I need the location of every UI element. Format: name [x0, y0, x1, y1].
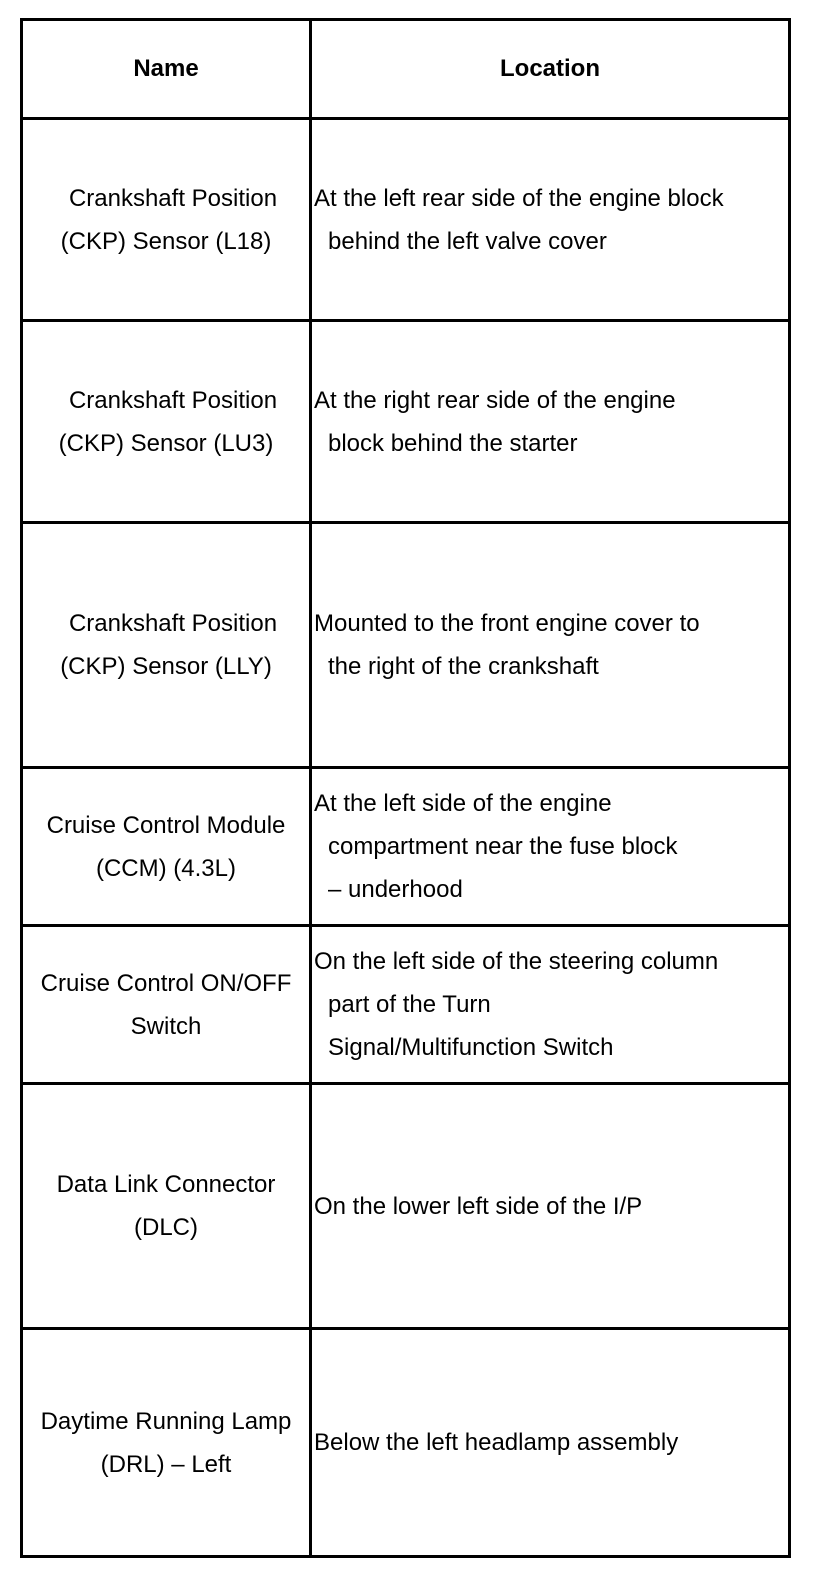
name-line: Crankshaft Position [68, 386, 278, 414]
location-line: On the lower left side of the I/P [314, 1192, 643, 1220]
location-line: compartment near the fuse block [328, 833, 678, 860]
name-line: (CKP) Sensor (LU3) [58, 429, 274, 457]
table-row [22, 523, 790, 768]
location-line: At the right rear side of the engine [314, 386, 676, 414]
location-line: At the left side of the engine [314, 790, 612, 817]
location-line: part of the Turn [328, 991, 491, 1018]
table-row [22, 321, 790, 523]
table-row [22, 1084, 790, 1329]
name-cell [22, 321, 311, 523]
header-name: Name [22, 20, 311, 119]
location-line: block behind the starter [328, 429, 578, 457]
location-cell [311, 119, 790, 321]
location-line: the right of the crankshaft [328, 653, 599, 680]
component-location-table [20, 18, 791, 1558]
location-cell [311, 926, 790, 1084]
name-line: Cruise Control ON/OFF [40, 969, 292, 997]
location-line: At the left rear side of the engine block [314, 184, 724, 212]
header-location: Location [311, 20, 790, 119]
table-row [22, 768, 790, 926]
name-line: Crankshaft Position [68, 184, 278, 212]
location-cell [311, 1329, 790, 1557]
table-row [22, 1329, 790, 1557]
header-row [22, 20, 790, 119]
name-cell [22, 768, 311, 926]
location-cell [311, 321, 790, 523]
location-line: behind the left valve cover [328, 227, 607, 255]
location-cell [311, 1084, 790, 1329]
name-cell [22, 119, 311, 321]
location-line: – underhood [328, 876, 463, 903]
name-cell [22, 523, 311, 768]
name-line: Data Link Connector [56, 1171, 276, 1198]
location-line: On the left side of the steering column [314, 948, 719, 975]
table-row [22, 119, 790, 321]
name-line: (CCM) (4.3L) [95, 854, 236, 882]
name-cell [22, 1084, 311, 1329]
name-line: (CKP) Sensor (L18) [60, 227, 272, 255]
location-line: Below the left headlamp assembly [314, 1429, 679, 1456]
location-cell [311, 768, 790, 926]
name-line: Daytime Running Lamp [40, 1407, 292, 1435]
name-line: Cruise Control Module [46, 811, 286, 839]
name-cell [22, 926, 311, 1084]
location-cell [311, 523, 790, 768]
name-line: (DRL) – Left [100, 1450, 232, 1478]
name-cell [22, 1329, 311, 1557]
name-line: Crankshaft Position [68, 610, 278, 637]
table-row [22, 926, 790, 1084]
name-line: (CKP) Sensor (LLY) [60, 653, 272, 680]
location-line: Signal/Multifunction Switch [328, 1034, 614, 1061]
name-line: Switch [130, 1012, 202, 1040]
name-line: (DLC) [134, 1214, 198, 1241]
location-line: Mounted to the front engine cover to [314, 610, 700, 637]
